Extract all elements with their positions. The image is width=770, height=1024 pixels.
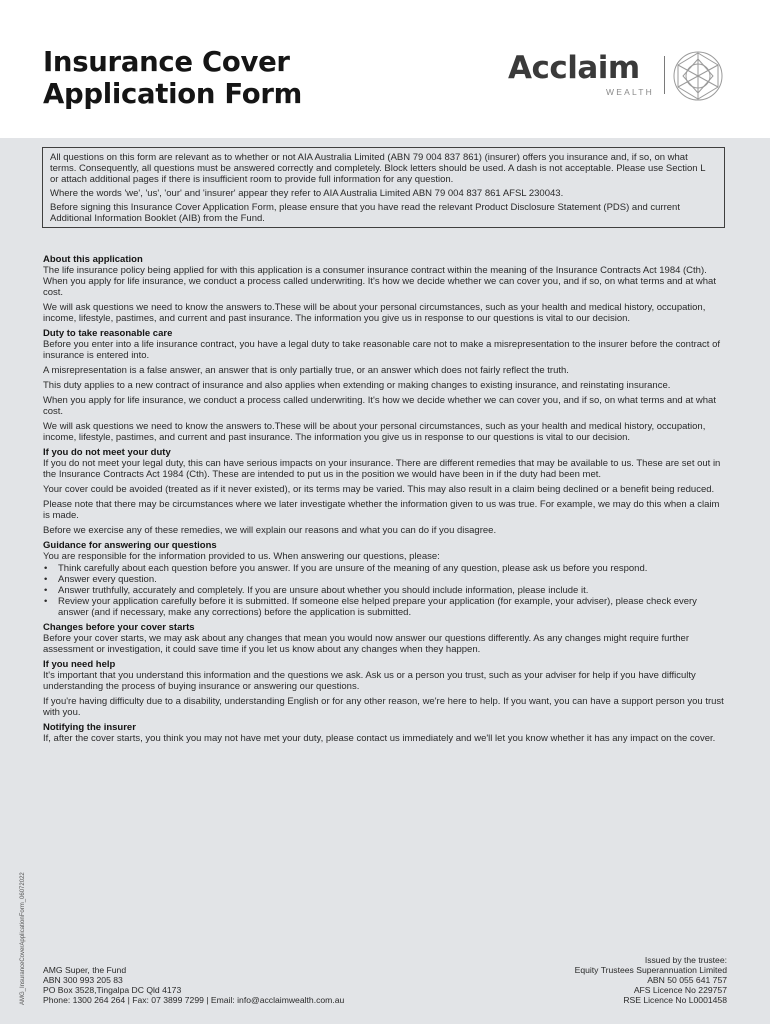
trustee-details — [427, 955, 727, 1005]
paragraph: We will ask questions we need to know the answers to.These will be about your personal circumstances, such as your health and medical history, occupation, income, lifestyle, pastimes, and current and past insurance. The information you give us in response to our questions is vital to our decision. — [43, 421, 706, 443]
acclaim-wealth-logo — [508, 48, 730, 104]
list-item: • Answer every question. — [43, 574, 727, 585]
trustee-name: Equity Trustees Superannuation Limited — [574, 965, 727, 975]
header — [0, 0, 770, 138]
section-heading-duty: Duty to take reasonable care — [43, 328, 173, 339]
logo-divider — [664, 56, 665, 94]
paragraph: If you do not meet your legal duty, this can have serious impacts on your insurance. There are different remedies that may be available to us. These are set out in the Insurance Contracts Act 1984 (Cth). These are intended to put us in the position we would have been in if the duty had been met. — [43, 458, 721, 480]
paragraph: This duty applies to a new contract of insurance and also applies when extending or making changes to existing insurance, and reinstating insurance. — [43, 380, 671, 391]
fund-contact-line: Phone: 1300 264 264 | Fax: 07 3899 7299 | Email: info@acclaimwealth.com.au — [43, 995, 345, 1005]
section-heading-guidance: Guidance for answering our questions — [43, 540, 217, 551]
logo-subtitle: WEALTH — [606, 87, 654, 97]
trustee-abn: ABN 50 055 641 757 — [647, 975, 727, 985]
paragraph: When you apply for life insurance, we conduct a process called underwriting. It's how we decide whether we can cover you, and if so, on what terms and at what cost. — [43, 395, 716, 417]
paragraph: You are responsible for the information provided to us. When answering our questions, please: — [43, 551, 440, 562]
notice-paragraph: Where the words 'we', 'us', 'our' and 'insurer' appear they refer to AIA Australia Limited ABN 79 004 837 861 AFSL 230043. — [50, 188, 564, 199]
title-line-1: Insurance Cover — [43, 46, 290, 78]
fund-po-box: PO Box 3528,Tingalpa DC Qld 4173 — [43, 985, 182, 995]
paragraph: If, after the cover starts, you think you may not have met your duty, please contact us immediately and we'll let you know whether it has any impact on the cover. — [43, 733, 716, 744]
section-heading-changes: Changes before your cover starts — [43, 622, 195, 633]
guidance-list — [43, 563, 727, 618]
notice-paragraph: All questions on this form are relevant as to whether or not AIA Australia Limited (ABN 79 004 837 861) (insurer) offers you insurance and, if so, on what terms. Consequently, all questions must be answered correctly and completely. Block letters should be used. A dash is not acceptable. Please use Section L or attach additional pages if there is insufficient room to provide full information for any question. — [50, 152, 706, 185]
paragraph: If you're having difficulty due to a disability, understanding English or for any other reason, we're here to help. If you want, you can have a support person you trust with you. — [43, 696, 724, 718]
paragraph: Before your cover starts, we may ask about any changes that mean you would now answer our questions differently. As any changes might require further assessment or investigation, it could save time if you let us know about any changes when they happen. — [43, 633, 689, 655]
trustee-afs-licence: AFS Licence No 229757 — [633, 985, 727, 995]
paragraph: Before you enter into a life insurance contract, you have a legal duty to take reasonable care not to make a misrepresentation to the insurer before the contract of insurance is entered into. — [43, 339, 721, 361]
list-item: • Review your application carefully before it is submitted. If someone else helped prepare your application (for example, your adviser), please check every answer (and if necessary, make any corrections) before the application is submitted. — [43, 596, 727, 618]
section-heading-not-meet-duty: If you do not meet your duty — [43, 447, 171, 458]
section-heading-about: About this application — [43, 254, 143, 265]
form-reference-code: AMG_InsuranceCoverApplicationForm_06072022 — [20, 872, 26, 1005]
paragraph: A misrepresentation is a false answer, an answer that is only partially true, or an answer which does not fairly reflect the truth. — [43, 365, 569, 376]
section-heading-help: If you need help — [43, 659, 116, 670]
notice-box — [42, 147, 725, 228]
fund-contact-details — [43, 965, 443, 1005]
notice-paragraph: Before signing this Insurance Cover Application Form, please ensure that you have read the relevant Product Disclosure Statement (PDS) and current Additional Information Booklet (AIB) from the Fund. — [50, 202, 680, 224]
paragraph: It's important that you understand this information and the questions we ask. Ask us or a person you trust, such as your adviser for help if you have difficulty understanding the process of buying insurance or answering our questions. — [43, 670, 696, 692]
section-heading-notify: Notifying the insurer — [43, 722, 136, 733]
fund-name: AMG Super, the Fund — [43, 965, 127, 975]
list-item: • Answer truthfully, accurately and completely. If you are unsure about whether you should include information, please include it. — [43, 585, 727, 596]
trustee-issued-label: Issued by the trustee: — [644, 955, 727, 965]
title-line-2: Application Form — [43, 78, 302, 110]
paragraph: Before we exercise any of these remedies, we will explain our reasons and what you can do if you disagree. — [43, 525, 497, 536]
main-content — [43, 254, 727, 748]
page-title — [43, 46, 302, 110]
fund-abn: ABN 300 993 205 83 — [43, 975, 123, 985]
paragraph: The life insurance policy being applied for with this application is a consumer insurance contract within the meaning of the Insurance Contracts Act 1984 (Cth). When you apply for life insurance, we conduct a process called underwriting. It's how we decide whether we can cover you, and if so, on what terms and at what cost. — [43, 265, 716, 298]
paragraph: Please note that there may be circumstances where we later investigate whether the information given to us was true. For example, we may do this when a claim is made. — [43, 499, 720, 521]
paragraph: We will ask questions we need to know the answers to.These will be about your personal circumstances, such as your health and medical history, occupation, income, lifestyle, pastimes, and current and past insurance. The information you give us in response to our questions is vital to our decision. — [43, 302, 706, 324]
list-item: • Think carefully about each question before you answer. If you are unsure of the meaning of any question, please ask us before you respond. — [43, 563, 727, 574]
paragraph: Your cover could be avoided (treated as if it never existed), or its terms may be varied. This may also result in a claim being declined or a benefit being reduced. — [43, 484, 715, 495]
trustee-rse-licence: RSE Licence No L0001458 — [623, 995, 727, 1005]
logo-wordmark: Acclaim — [508, 50, 640, 86]
logo-emblem-icon — [672, 50, 724, 102]
